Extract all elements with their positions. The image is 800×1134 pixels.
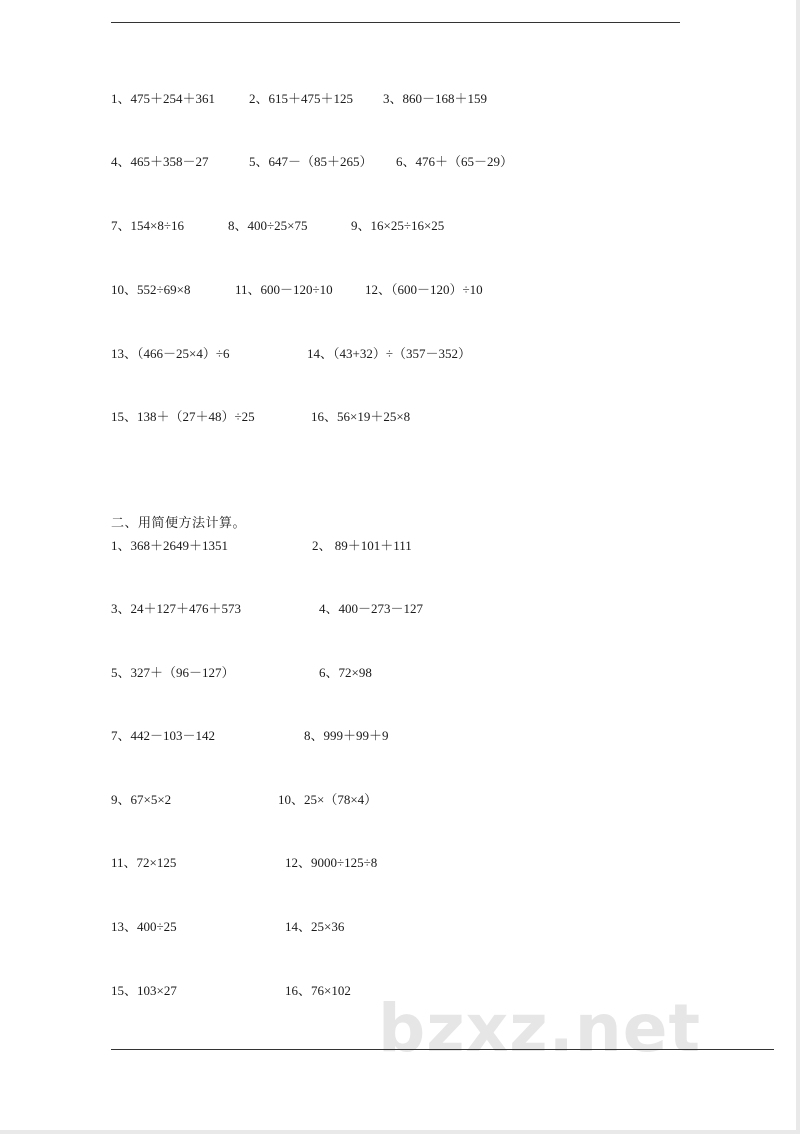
problem-1-11: 11、600－120÷10 <box>235 282 333 297</box>
problem-2-2: 2、 89＋101＋111 <box>312 538 412 553</box>
problem-1-5: 5、647－（85＋265） <box>249 154 373 169</box>
problem-1-6: 6、476＋（65－29） <box>396 154 514 169</box>
problem-1-10: 10、552÷69×8 <box>111 282 191 297</box>
problem-2-7: 7、442－103－142 <box>111 728 216 743</box>
problem-1-9: 9、16×25÷16×25 <box>351 218 445 233</box>
footer-rule <box>111 1049 774 1050</box>
problem-2-6: 6、72×98 <box>319 665 372 680</box>
problem-2-14: 14、25×36 <box>285 919 345 934</box>
watermark-logo: bzxz.net <box>378 990 702 1067</box>
problem-1-14: 14、（43+32）÷（357－352） <box>307 346 471 361</box>
header-rule <box>111 22 680 23</box>
problem-2-16: 16、76×102 <box>285 983 351 998</box>
problem-1-12: 12、（600－120）÷10 <box>365 282 483 297</box>
problem-1-16: 16、56×19＋25×8 <box>311 409 411 424</box>
problem-2-12: 12、9000÷125÷8 <box>285 855 378 870</box>
problem-1-2: 2、615＋475＋125 <box>249 91 354 106</box>
problem-2-9: 9、67×5×2 <box>111 792 172 807</box>
problem-2-15: 15、103×27 <box>111 983 177 998</box>
problem-1-7: 7、154×8÷16 <box>111 218 184 233</box>
problem-1-13: 13、（466－25×4）÷6 <box>111 346 230 361</box>
problem-2-10: 10、25×（78×4） <box>278 792 378 807</box>
problem-1-3: 3、860－168＋159 <box>383 91 488 106</box>
problem-2-11: 11、72×125 <box>111 855 177 870</box>
problem-2-13: 13、400÷25 <box>111 919 177 934</box>
problem-2-3: 3、24＋127＋476＋573 <box>111 601 242 616</box>
problem-1-15: 15、138＋（27＋48）÷25 <box>111 409 255 424</box>
problem-2-5: 5、327＋（96－127） <box>111 665 235 680</box>
problem-1-4: 4、465＋358－27 <box>111 154 209 169</box>
problem-2-8: 8、999＋99＋9 <box>304 728 389 743</box>
problem-2-1: 1、368＋2649＋1351 <box>111 538 229 553</box>
section-heading: 二、用简便方法计算。 <box>111 516 247 531</box>
problem-2-4: 4、400－273－127 <box>319 601 424 616</box>
problem-1-8: 8、400÷25×75 <box>228 218 308 233</box>
problem-1-1: 1、475＋254＋361 <box>111 91 216 106</box>
